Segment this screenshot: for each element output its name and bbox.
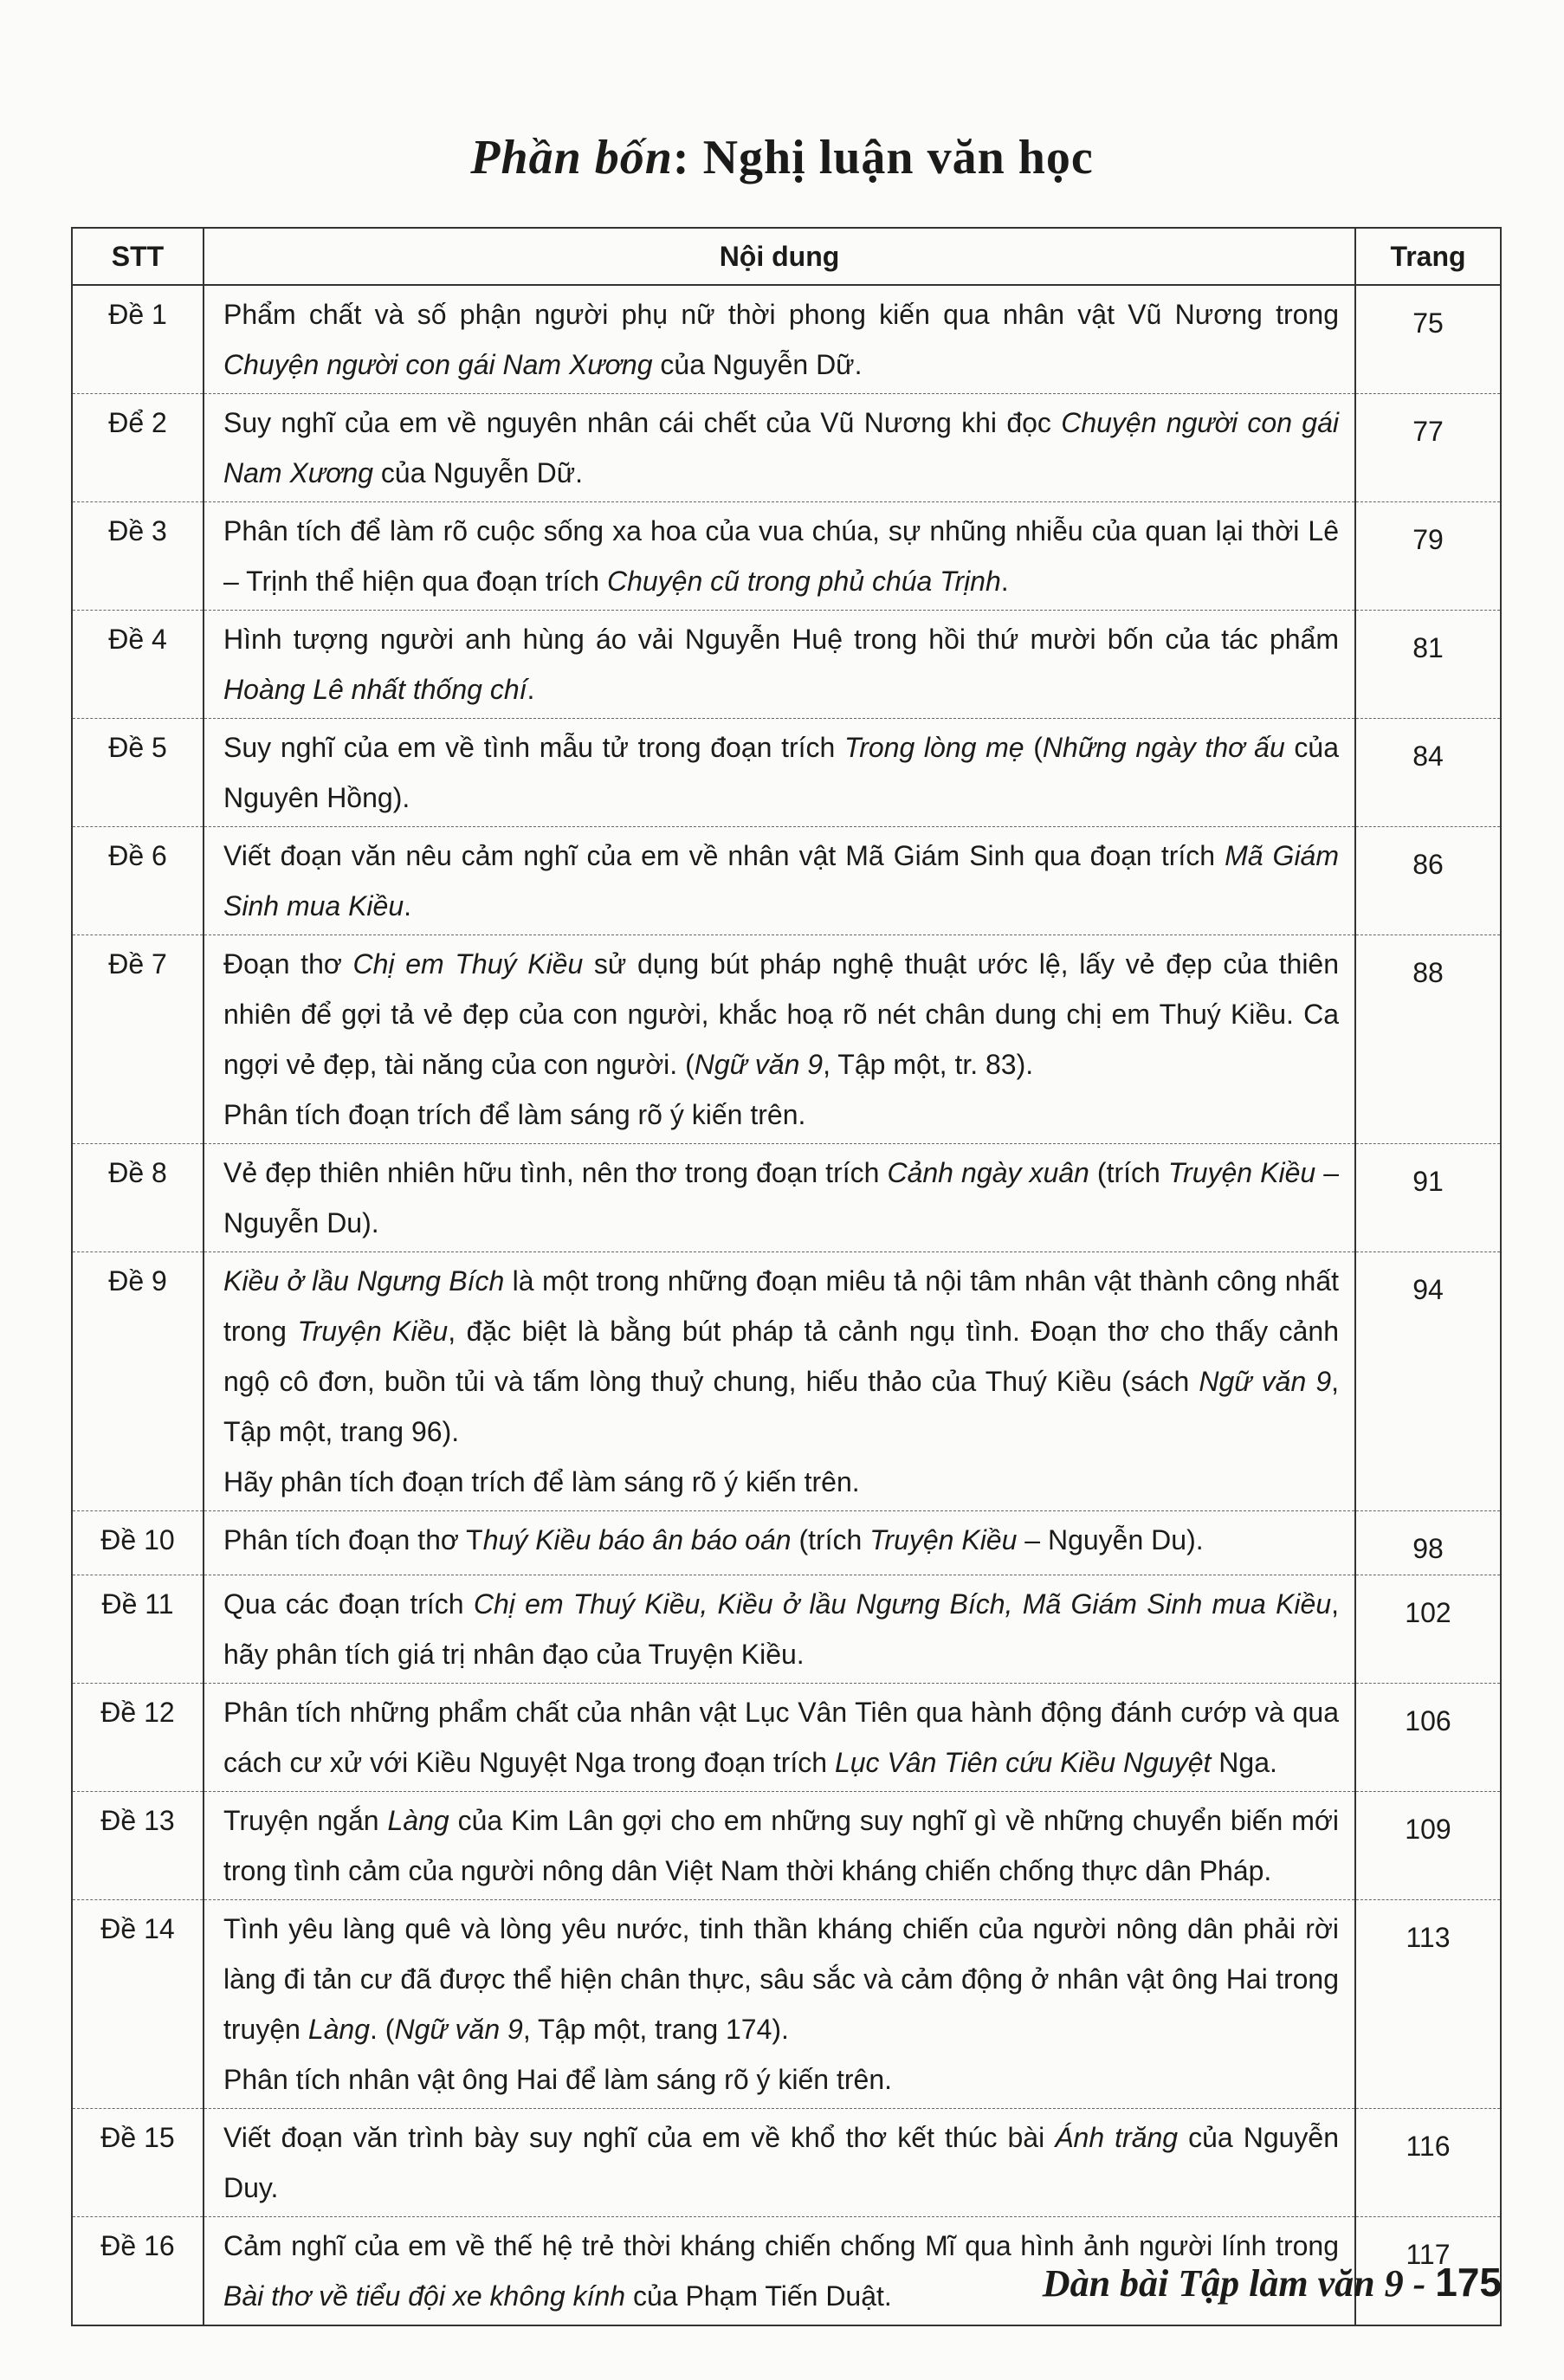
row-page-number: 88: [1355, 935, 1501, 1144]
table-row: [72, 611, 1501, 719]
row-page-number: 117: [1355, 2217, 1501, 2326]
content-paragraph: [223, 1904, 1339, 2054]
row-content: [204, 611, 1355, 719]
content-text: của Nguyên Hồng).: [223, 732, 1340, 813]
content-text: , Tập một, trang 174).: [522, 2014, 789, 2045]
content-paragraph: [223, 831, 1339, 931]
content-text: Phân tích để làm rõ cuộc sống xa hoa của vua chúa, sự nhũng nhiễu của quan lại thời Lê – Trịnh thể hiện qua đoạn trích: [223, 515, 1339, 597]
row-page-number: 81: [1355, 611, 1501, 719]
italic-title-text: huý Kiều báo ân báo oán: [482, 1524, 792, 1555]
section-part-label: Phần bốn: [470, 131, 673, 184]
italic-title-text: Chuyện người con gái Nam Xương: [223, 349, 653, 380]
table-of-contents: [71, 227, 1502, 2326]
row-content: [204, 1252, 1355, 1511]
row-content: [204, 935, 1355, 1144]
table-row: [72, 285, 1501, 394]
footer-book-title: Dàn bài Tập làm văn 9: [1042, 2262, 1404, 2305]
content-text: Qua các đoạn trích: [223, 1588, 474, 1620]
table-row: [72, 1792, 1501, 1900]
row-page-number: 79: [1355, 502, 1501, 611]
content-text: Viết đoạn văn trình bày suy nghĩ của em về khổ thơ kết thúc bài: [223, 2122, 1056, 2153]
italic-title-text: Chuyện người con gái Nam Xương: [223, 407, 1340, 488]
header-page: Trang: [1355, 228, 1501, 285]
row-stt: Đề 1: [72, 285, 204, 394]
italic-title-text: Làng: [387, 1805, 449, 1836]
content-text: – Nguyễn Du).: [223, 1157, 1340, 1239]
row-content: [204, 394, 1355, 502]
footer-separator: -: [1403, 2262, 1436, 2305]
content-paragraph: [223, 722, 1339, 823]
row-page-number: 98: [1355, 1511, 1501, 1575]
row-page-number: 109: [1355, 1792, 1501, 1900]
row-stt: Đề 11: [72, 1575, 204, 1684]
italic-title-text: Trong lòng mẹ: [844, 732, 1024, 763]
row-stt: Đề 16: [72, 2217, 204, 2326]
content-text: Phẩm chất và số phận người phụ nữ thời phong kiến qua nhân vật Vũ Nương trong: [223, 299, 1339, 330]
row-content: [204, 1511, 1355, 1575]
content-text: , Tập một, trang 96).: [223, 1366, 1340, 1447]
row-stt: Đề 4: [72, 611, 204, 719]
section-title-separator: :: [672, 131, 703, 184]
italic-title-text: Ngữ văn 9: [694, 1049, 824, 1080]
section-title-text: Nghị luận văn học: [702, 131, 1094, 184]
content-text: của Nguyễn Dữ.: [652, 349, 863, 380]
row-content: [204, 719, 1355, 827]
content-text: . (: [370, 2014, 395, 2045]
italic-title-text: Chuyện cũ trong phủ chúa Trịnh: [606, 566, 1001, 597]
content-paragraph: [223, 614, 1339, 715]
row-stt: Đề 3: [72, 502, 204, 611]
row-page-number: 84: [1355, 719, 1501, 827]
row-stt: Đề 15: [72, 2109, 204, 2217]
italic-title-text: Lục Vân Tiên cứu Kiều Nguyệt: [834, 1747, 1212, 1778]
page-footer: [1043, 2259, 1502, 2306]
row-page-number: 86: [1355, 827, 1501, 935]
row-content: [204, 285, 1355, 394]
table-header-row: [72, 228, 1501, 285]
italic-title-text: Chị em Thuý Kiều: [352, 948, 584, 980]
row-page-number: 113: [1355, 1900, 1501, 2109]
content-text: – Nguyễn Du).: [1017, 1524, 1204, 1555]
content-paragraph: [223, 289, 1339, 390]
row-content: [204, 1792, 1355, 1900]
content-text: của Nguyễn Duy.: [223, 2122, 1340, 2203]
table-row: [72, 719, 1501, 827]
content-text: Tình yêu làng quê và lòng yêu nước, tinh thần kháng chiến của người nông dân phải rời làng đi tản cư đã được thể hiện chân thực, sâu sắc và cảm động ở nhân vật ông Hai trong truyện: [223, 1913, 1339, 2045]
row-content: [204, 2109, 1355, 2217]
content-text: Suy nghĩ của em về nguyên nhân cái chết của Vũ Nương khi đọc: [223, 407, 1062, 438]
row-stt: Đề 8: [72, 1144, 204, 1252]
row-stt: Đề 7: [72, 935, 204, 1144]
table-row: [72, 2109, 1501, 2217]
row-content: [204, 827, 1355, 935]
table-row: [72, 1144, 1501, 1252]
content-text: của Phạm Tiến Duật.: [625, 2280, 892, 2312]
content-paragraph: [223, 1457, 1339, 1507]
content-text: Truyện ngắn: [223, 1805, 388, 1836]
content-text: Phân tích đoạn thơ T: [223, 1524, 483, 1555]
content-text: sử dụng bút pháp nghệ thuật ước lệ, lấy vẻ đẹp của thiên nhiên để gợi tả vẻ đẹp của con người, khắc hoạ rõ nét chân dung chị em Thuý Kiều. Ca ngợi vẻ đẹp, tài năng của con người. (: [223, 948, 1340, 1080]
content-text: (: [1024, 732, 1043, 763]
italic-title-text: Chị em Thuý Kiều, Kiều ở lầu Ngưng Bích, Mã Giám Sinh mua Kiều: [473, 1588, 1332, 1620]
row-stt: Đề 13: [72, 1792, 204, 1900]
content-text: Đoạn thơ: [223, 948, 353, 980]
content-text: Hình tượng người anh hùng áo vải Nguyễn Huệ trong hồi thứ mười bốn của tác phẩm: [223, 624, 1339, 655]
row-page-number: 106: [1355, 1684, 1501, 1792]
table-row: [72, 1684, 1501, 1792]
row-stt: Đề 5: [72, 719, 204, 827]
row-content: [204, 1575, 1355, 1684]
table-row: [72, 1511, 1501, 1575]
row-page-number: 91: [1355, 1144, 1501, 1252]
table-row: [72, 502, 1501, 611]
section-title: [0, 130, 1564, 185]
footer-page-number: 175: [1435, 2260, 1502, 2305]
row-stt: Đề 12: [72, 1684, 204, 1792]
italic-title-text: Mã Giám Sinh mua Kiều: [223, 840, 1340, 922]
content-text: của Nguyễn Dữ.: [373, 457, 583, 488]
content-text: Suy nghĩ của em về tình mẫu tử trong đoạn trích: [223, 732, 845, 763]
content-paragraph: [223, 506, 1339, 606]
row-content: [204, 1900, 1355, 2109]
table-row: [72, 394, 1501, 502]
table-row: [72, 1252, 1501, 1511]
italic-title-text: Ngữ văn 9: [1199, 1366, 1332, 1397]
content-text: Phân tích nhân vật ông Hai để làm sáng rõ ý kiến trên.: [223, 2064, 893, 2095]
row-content: [204, 1684, 1355, 1792]
italic-title-text: Làng: [307, 2014, 371, 2045]
content-text: Phân tích đoạn trích để làm sáng rõ ý kiến trên.: [223, 1099, 806, 1130]
row-content: [204, 502, 1355, 611]
content-text: của Kim Lân gợi cho em những suy nghĩ gì về những chuyển biến mới trong tình cảm của người nông dân Việt Nam thời kháng chiến chống thực dân Pháp.: [223, 1805, 1340, 1886]
table-row: [72, 1575, 1501, 1684]
row-page-number: 77: [1355, 394, 1501, 502]
italic-title-text: Ngữ văn 9: [394, 2014, 523, 2045]
header-stt: STT: [72, 228, 204, 285]
italic-title-text: Những ngày thơ ấu: [1042, 732, 1285, 763]
row-stt: Đề 10: [72, 1511, 204, 1575]
content-text: Viết đoạn văn nêu cảm nghĩ của em về nhân vật Mã Giám Sinh qua đoạn trích: [223, 840, 1225, 871]
content-text: .: [527, 674, 535, 705]
row-stt: Đề 14: [72, 1900, 204, 2109]
header-content: Nội dung: [204, 228, 1355, 285]
row-stt: Để 2: [72, 394, 204, 502]
italic-title-text: Truyện Kiều: [297, 1316, 449, 1347]
italic-title-text: Cảnh ngày xuân: [887, 1157, 1089, 1188]
content-paragraph: [223, 939, 1339, 1090]
table-body: [72, 285, 1501, 2325]
content-text: , Tập một, tr. 83).: [823, 1049, 1034, 1080]
content-text: Hãy phân tích đoạn trích để làm sáng rõ ý kiến trên.: [223, 1466, 860, 1497]
row-page-number: 75: [1355, 285, 1501, 394]
italic-title-text: Bài thơ về tiểu đội xe không kính: [223, 2280, 626, 2312]
content-text: Nga.: [1211, 1747, 1277, 1778]
content-paragraph: [223, 2112, 1339, 2213]
content-paragraph: [223, 1090, 1339, 1140]
table-row: [72, 827, 1501, 935]
italic-title-text: Truyện Kiều: [869, 1524, 1018, 1555]
content-paragraph: [223, 398, 1339, 498]
content-text: .: [1000, 566, 1009, 597]
row-page-number: 94: [1355, 1252, 1501, 1511]
content-paragraph: [223, 2054, 1339, 2105]
content-text: , hãy phân tích giá trị nhân đạo của Truyện Kiều.: [223, 1588, 1340, 1670]
table-row: [72, 1900, 1501, 2109]
italic-title-text: Truyện Kiều: [1167, 1157, 1316, 1188]
content-text: (trích: [1089, 1157, 1168, 1188]
content-paragraph: [223, 1795, 1339, 1896]
row-content: [204, 1144, 1355, 1252]
italic-title-text: Kiều ở lầu Ngưng Bích: [223, 1265, 505, 1297]
content-text: Vẻ đẹp thiên nhiên hữu tình, nên thơ trong đoạn trích: [223, 1157, 888, 1188]
row-stt: Đề 9: [72, 1252, 204, 1511]
content-text: Phân tích những phẩm chất của nhân vật Lục Vân Tiên qua hành động đánh cướp và qua cách cư xử với Kiều Nguyệt Nga trong đoạn trích: [223, 1697, 1339, 1778]
content-text: .: [404, 890, 412, 922]
content-paragraph: [223, 1148, 1339, 1248]
content-text: là một trong những đoạn miêu tả nội tâm nhân vật thành công nhất trong: [223, 1265, 1340, 1347]
italic-title-text: Ánh trăng: [1055, 2122, 1179, 2153]
row-page-number: 116: [1355, 2109, 1501, 2217]
italic-title-text: Hoàng Lê nhất thống chí: [223, 674, 527, 705]
table-row: [72, 935, 1501, 1144]
content-text: , đặc biệt là bằng bút pháp tả cảnh ngụ tình. Đoạn thơ cho thấy cảnh ngộ cô đơn, buồn tủi và tấm lòng thuỷ chung, hiếu thảo của Thuý Kiều (sách: [223, 1316, 1340, 1397]
content-paragraph: [223, 1579, 1339, 1679]
content-text: (trích: [791, 1524, 870, 1555]
content-paragraph: [223, 1515, 1339, 1565]
row-page-number: 102: [1355, 1575, 1501, 1684]
content-paragraph: [223, 1687, 1339, 1788]
content-paragraph: [223, 1256, 1339, 1457]
row-stt: Đề 6: [72, 827, 204, 935]
content-text: Cảm nghĩ của em về thế hệ trẻ thời kháng chiến chống Mĩ qua hình ảnh người lính trong: [223, 2230, 1339, 2261]
